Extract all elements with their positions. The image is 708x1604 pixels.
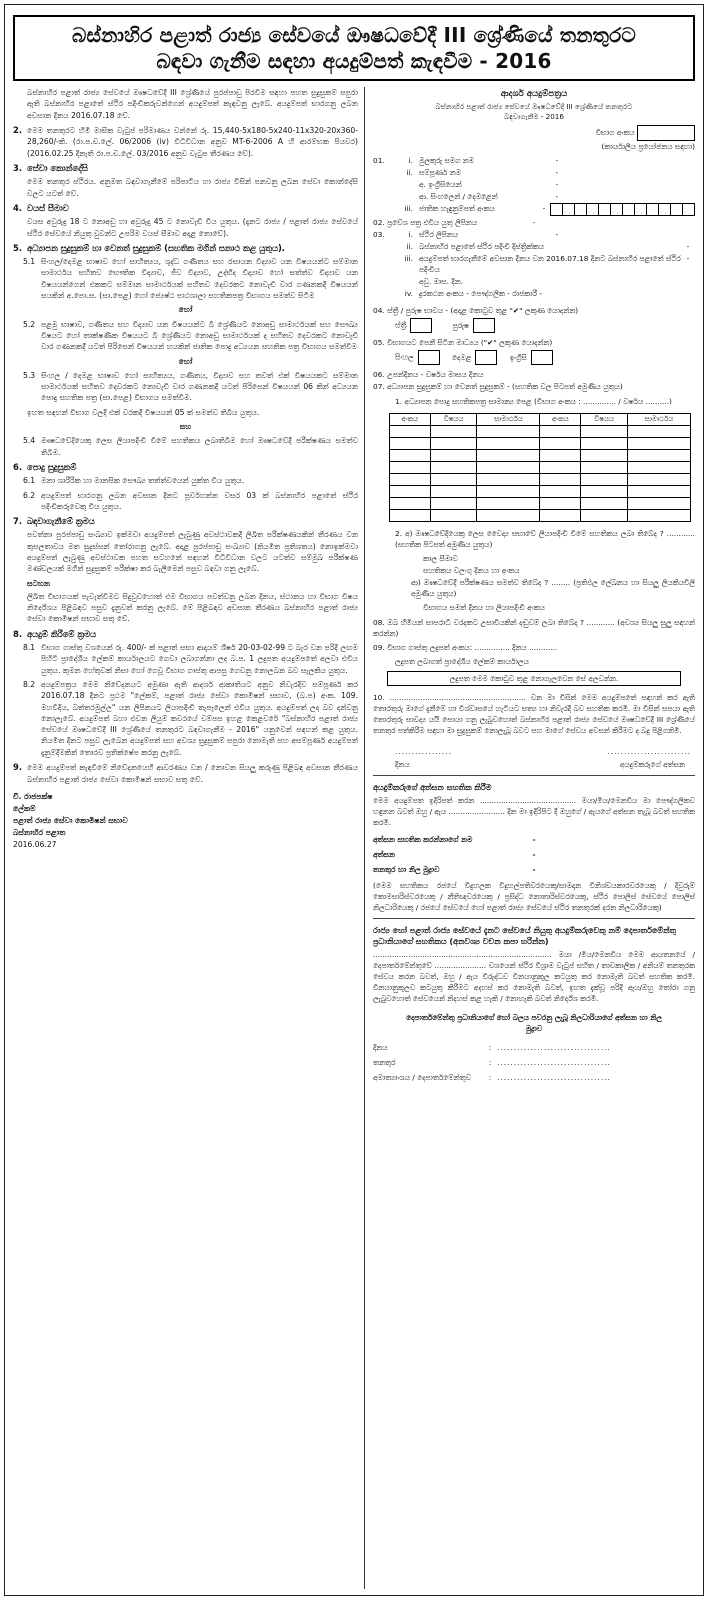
col-subject-1: විෂයය (430, 414, 477, 426)
ol-results-cell[interactable] (581, 426, 628, 438)
ol-results-cell[interactable] (581, 462, 628, 474)
female-checkbox[interactable] (410, 318, 432, 333)
signatory-name: වී. රාජපක්ෂ (13, 791, 53, 801)
qualifications-label: 07. අධ්‍යාපන සුදුසුකම් හා වෙනත් සුදුසුකම් - (සහතික වල පිටපත් අමුණිය යුතුය) (373, 382, 623, 391)
signatory-province: බස්නාහිර පළාත (13, 827, 66, 837)
ol-results-row (390, 474, 691, 486)
and-divider: සහ (179, 422, 192, 432)
ol-results-cell[interactable] (627, 486, 690, 498)
applicant-signature-label: අයදුම්කරුගේ අත්සන (619, 760, 685, 769)
ol-results-cell[interactable] (477, 438, 540, 450)
medium-sinhala-label: සිංහල (395, 352, 414, 362)
nic-label: ජාතික හැඳුනුම්පත් අංකය (419, 204, 495, 213)
ol-results-cell[interactable] (390, 474, 431, 486)
ol-results-table (389, 413, 691, 522)
section-6-2: 6.2 අයදුම්පත් භාරගනු ලබන අවසාන දිනට පූර්වහන්න වසර 03 ක් බස්නාහිර පළාතේ ස්ථිර පදිංචිකරුවෙකු විය යුතුය. (23, 490, 358, 511)
final-dept-label: අමාත්‍යාංශය / දෙපාර්තමේන්තුව (373, 1073, 471, 1082)
receipt-paste-box[interactable]: ලදුපත මෙම කොටුව තුළ නොගැලවෙන සේ අලවන්න. (387, 671, 681, 686)
section-5-3: 5.3 සිංහල / දෙමළ භාෂාව හෝ සාහිත්‍යය, ගණිතය, විද්‍යාව සහ තවත් එක් විෂයයකට සම්මාන සාමාර්ථයක් සහිතව දෙවරකට නොවැඩි වාර ගණනකදී යටත් පිරිසෙන් විෂයයන් 06 කින් අධ්‍යයන පොදු සහතික පත්‍ර (සා.පෙළ) විභාගය සමත්වීම. (23, 370, 358, 403)
col-number-1: අංකය (390, 414, 431, 426)
exam-number-label: විභාග අංකය (595, 128, 635, 137)
office-use-label: (කාර්යාලීය ප්‍රයෝජනය සඳහා) (601, 142, 695, 151)
section-6-1: 6.1 මනා ශාරීරික හා මානසික සෞඛ්‍ය තත්ත්වයෙන් යුක්ත විය යුතුය. (23, 476, 245, 486)
form-title: ආදර්ශ අයදුම්පත්‍රය (500, 89, 568, 99)
ol-results-cell[interactable] (627, 462, 690, 474)
ol-results-cell[interactable] (627, 510, 690, 522)
ol-results-header (390, 414, 691, 426)
medium-tamil-checkbox[interactable] (475, 350, 497, 365)
pharmacist-exam-question: ආ) ඖෂධවේදී පරීක්ෂණය සමත්ව තිබේද ? ........ (ප්‍රතිඵල ලේඛනය හා සියලු ලියකියවිලි අමුණිය යුතුය) (411, 578, 695, 598)
conviction-question: 08. ඔබ හිමියන් සාපරාධී වරදකට උසාවියකින් දඬුවම් ලබා තිබේද ? ............ (අවශ්‍ය සියලු සුලු සඳහන් කරන්න) (373, 618, 695, 638)
attester-seal-label: තනතුර හා නිල මුද්‍රාව (373, 865, 440, 874)
ol-results-row (390, 510, 691, 522)
section-4: 4. වයස් සීමාව වයස අවුරුදු 18 ට නොඅඩු හා අවුරුදු 45 ට නොවැඩි විය යුතුය. (දැනට රාජ්‍ය / පළාත් රාජ්‍ය සේවයේ ස්ථිර සේවයේ නියුතු වුවන්ට උපරිම වයස් සීමාව අදාළ නොවේ). (13, 202, 358, 238)
ol-results-cell[interactable] (627, 426, 690, 438)
ol-results-cell[interactable] (390, 462, 431, 474)
ol-results-row (390, 486, 691, 498)
full-name-label: සම්පූර්ණ නම (419, 168, 462, 177)
ol-results-cell[interactable] (390, 426, 431, 438)
form-subtitle-1: බස්නාහිර පළාත් රාජ්‍ය සේවයේ ඖෂධවේදී III ශ්‍රේණියේ තනතුරට (435, 102, 633, 111)
ol-results-cell[interactable] (540, 486, 581, 498)
postal-address-label: 02. ප්‍රවේශ පත්‍ර එවිය යුතු ලිපිනය (373, 218, 478, 227)
section-8-2: 8.2 අයදුම්පත්‍රය මෙම නිවේදනයට අමුණා ඇති ආදර්ශ ආකෘතියට අනුව නිවැරදිව සම්පූර්ණ කර 2016.07.18 දිනට ප්‍රථම "ලේකම්, පළාත් රාජ්‍ය සේවා කොමිෂන් සභාව, (බ.ප) අංක. 109. මහවීදිය, බත්තරමුල්ල" යන ලිපිනයට ලියාපදිංචි තැපෑලෙන් එවිය යුතුය. අයදුම්පත් ලද බව දන්වනු නොලැබේ. අයදුම්පත් බහා එවන ලියුම් කවරයේ වම්පස ඉහළ කෙළවරේ "බස්නාහිර පළාත් රාජ්‍ය සේවයේ ඖෂධවේදී III ශ්‍රේණියේ තනතුරට බඳවාගැනීම - 2016" යනුවෙන් සඳහන් කළ යුතුය. නියමිත දිනට පසුව ලැබෙන අයදුම්පත් සහ අවශ්‍ය සුදුසුකම් සපුරා නොමැති සහ අසම්පූර්ණ අයදුම්පත් දැනුම්දීමකින් තොරව ප්‍රතික්ෂේප කරනු ලැබේ. (23, 679, 358, 757)
ol-results-cell[interactable] (390, 486, 431, 498)
ol-results-row (390, 462, 691, 474)
ol-results-cell[interactable] (627, 450, 690, 462)
ol-results-cell[interactable] (477, 498, 540, 510)
ol-exam-label: 1. අධ්‍යාපන පොදු සහතිකපත්‍ර සාමාන්‍ය පෙළ (විභාග අංකය : .............. / වර්ෂය ..........) (395, 397, 672, 406)
col-number-2: අංකය (540, 414, 581, 426)
residence-period-units: අවු. මාස. දින. (419, 277, 463, 286)
ol-results-cell[interactable] (390, 438, 431, 450)
residence-period-label: අයදුම්පත් භාරගැනීමේ අවසාන දිනය වන 2016.07.18 දිනට බස්නාහිර පළාතේ ස්ථිර පදිංචිය (419, 254, 681, 274)
section-5-3-note: ඉහත සඳහන් විභාග වලදී එක් වරකදී විෂයයන් 05 ක් සමත්ව තිබිය යුතුය. (27, 407, 260, 417)
attestation-heading: අයදුම්කරුගේ අත්සන සහතික කිරීම (373, 783, 492, 792)
ol-results-cell[interactable] (430, 450, 477, 462)
medium-english-label: ඉංග්‍රීසි (509, 352, 527, 362)
ol-results-cell[interactable] (390, 450, 431, 462)
col-grade-2: සාමාර්ථය (627, 414, 690, 426)
ol-results-cell[interactable] (581, 450, 628, 462)
ol-results-cell[interactable] (540, 462, 581, 474)
final-post-label: තනතුර (373, 1058, 396, 1067)
receipt-office-label: ලදුපත ලබාගත් ප්‍රාදේශීය ලේකම් කාර්යාලය (395, 657, 529, 666)
notice-page (4, 4, 704, 1596)
ol-results-cell[interactable] (477, 474, 540, 486)
nic-boxes[interactable] (551, 203, 695, 216)
section-5-2: 5.2 පළමු භාෂාව, ගණිතය සහ විද්‍යාව යන විෂයයන්ට බී ශ්‍රේණියට නොඅඩු සාමාර්ථයක් සහ සෞඛ්‍ය විෂයට හෝ තාක්ෂණික විෂයයට බී ශ්‍රේණියට නොඅඩු සාමාර්ථයක් ද සහිතව දෙවරකට නොවැඩි වාර ගණනකදී යටත් පිරිසෙන් විෂයයන් හයකින් ජාතික පොදු අධ්‍යයන සහතික පත්‍ර විභාගය සමත්වීම (23, 319, 358, 352)
section-3-text: මෙම තනතුර ස්ථිරය. අනුමත බඳවාගැනීමේ පරිපාටිය හා රාජ්‍ය විසින් පනවනු ලබන සේවා කොන්දේසි වලට යටත් වේ. (27, 177, 358, 198)
ol-results-cell[interactable] (581, 486, 628, 498)
ol-results-cell[interactable] (540, 474, 581, 486)
section-1-text: බස්නාහිර පළාත් රාජ්‍ය සේවයේ ඖෂධවේදී III ශ්‍රේණියේ පුරප්පාඩු පිරවීම සඳහා පහත සුදුසුකම් සපුරා ඇති බස්නාහිර පළාතේ ස්ථිර පදිංචිකරුවන්ගෙන් අයදුම්පත් කැඳවනු ලැබේ. අයදුම්පත් භාරගනු ලබන අවසාන දිනය 2016.07.18 වේ. (27, 88, 358, 120)
section-5-4: 5.4 ඖෂධවේදියෙකු ලෙස ලියාපදිංචි වීමේ සහතිකය ලබාතිබීම හෝ ඖෂධවේදී පරීක්ෂණය සමත්ව තිබීම. (23, 436, 358, 457)
note-heading: සටහන (27, 578, 51, 588)
or-divider-1: හෝ (178, 305, 193, 315)
dept-head-signature-label: දෙපාර්තමේන්තු ප්‍රධානියාගේ හෝ බලය පවරනු ලැබූ නිලධාරියාගේ අත්සන හා නිල මුද්‍රාව (406, 1013, 662, 1033)
notice-left-column (13, 87, 365, 1589)
section-4-text: වයස අවුරුදු 18 ට නොඅඩු හා අවුරුදු 45 ට නොවැඩි විය යුතුය. (දැනට රාජ්‍ය / පළාත් රාජ්‍ය සේවයේ ස්ථිර සේවයේ නියුතු වුවන්ට උපරිම වයස් සීමාව අදාළ නොවේ). (27, 217, 358, 238)
ol-results-row (390, 498, 691, 510)
name-english-label: අ. ඉංග්‍රීසියෙන් (419, 180, 462, 189)
ol-results-cell[interactable] (581, 474, 628, 486)
cert-validity-label: සහතිකය වලංගු දිනය හා අංකය (423, 566, 520, 575)
section-2-text: මෙම තනතුරට හිමි මාසික වැටුප් පරිමාණය වන්නේ රු. 15,440-5x180-5x240-11x320-20x360-28,260/-කි. (රා.ප.ච.ලේ. 06/2006 (iv) විධිවිධාන අනුව MT-6-2006 A හි ආරම්භක පියවර) (2016.02.25 දිනැති රා.ප.ච.ලේ. 03/2016 අනුව වැටුප තීරණය වේ). (27, 126, 358, 158)
medium-sinhala-checkbox[interactable] (418, 350, 440, 365)
ol-results-cell[interactable] (390, 510, 431, 522)
final-date-label: දිනය (373, 1043, 388, 1052)
section-5-heading: අධ්‍යාපන සුදුසුකම් හා වෙනත් සුදුසුකම් (සහතික මගින් සනාථ කළ යුතුය). (27, 242, 285, 253)
male-label: පුරුෂ (452, 320, 469, 330)
name-english-field[interactable] (564, 179, 695, 190)
ol-results-cell[interactable] (540, 438, 581, 450)
telephone-label: දුරකථන අංකය - පෞද්ගලික - රාජකාරී - (419, 289, 543, 298)
ol-results-cell[interactable] (540, 450, 581, 462)
section-9: 9. මෙම අයදුම්පත් කැඳවීමේ නිවේදනයෙහි ආවරණය වන / නොවන සියලු කරුණු පිළිබඳ අවසාන තීරණය බස්නාහිර පළාත් රාජ්‍ය සේවා කොමිෂන් සභාව සතු වේ. (13, 762, 358, 784)
initials-name-label: මුලකුරු සමග නම (419, 156, 475, 165)
signatory-office: පළාත් රාජ්‍ය සේවා කොමිෂන් සභාව (13, 815, 128, 825)
birthdate-label: 06. උපන්දිනය - වර්ෂය මාසය දිනය (373, 370, 484, 379)
banner-title-line2: බඳවා ගැනීම සඳහා අයදුම්පත් කැඳවීම - 2016 (156, 49, 552, 73)
or-divider-2: හෝ (178, 356, 193, 366)
attester-eligibility-note: (මෙම සහතිකය රජයේ විදුහලක විදුහල්පතිවරයෙකු/සාමදාන විනිශ්චයකාරවරයෙකු / දිවුරුම් කොමසාරිස්වරයෙකු / නීතිඥවරයෙකු / ප්‍රසිද්ධ නොතාරිස්වරයෙකු, ස්ථිර පොලිස් සේවයේ පොලිස් නිලධාරියෙකු / රජයේ සේවයේ හෝ පළාත් රාජ්‍ය සේවයේ ස්ථිර තනතුරක් දරන නිලධාරියෙකු) (373, 881, 695, 912)
ol-results-cell[interactable] (430, 474, 477, 486)
exam-pass-date-label: විභාගය සමත් දිනය හා ලියාපදිංචි අංකය (423, 603, 545, 612)
section-3-heading: සේවා කොන්දේසි (27, 163, 88, 174)
ol-results-cell[interactable] (540, 498, 581, 510)
ol-results-cell[interactable] (430, 462, 477, 474)
ol-results-cell[interactable] (581, 438, 628, 450)
male-checkbox[interactable] (473, 318, 495, 333)
section-6: 6. පොදු සුදුසුකම් 6.1 මනා ශාරීරික හා මානසික සෞඛ්‍ය තත්ත්වයෙන් යුක්ත විය යුතුය. 6.2 අයදුම්පත් භාරගනු ලබන අවසාන දිනට පූර්වහන්න වසර 03 ක් බස්නාහිර පළාතේ ස්ථිර පදිංචිකරුවෙකු විය යුතුය. (13, 461, 358, 511)
ol-results-row (390, 438, 691, 450)
medium-label: 05. විභාගයට පෙනී සිටින මාධ්‍යය ("✔" ලකුණ යොදන්න) (373, 338, 553, 347)
section-3: 3. සේවා කොන්දේසි මෙම තනතුර ස්ථිරය. අනුමත බඳවාගැනීමේ පරිපාටිය හා රාජ්‍ය විසින් පනවනු ලබන සේවා කොන්දේසි වලට යටත් වේ. (13, 163, 358, 198)
registration-question: 2. අ) ඖෂධවේදියෙකු ලෙස වෛද්‍ය සභාවේ ලියාපදිංචි වීමේ සහතිකය ලබා තිබේද ? ............ (සහතික පිටපත් අමුණිය යුතුය) (395, 529, 695, 549)
notice-columns (13, 87, 695, 1589)
col-subject-2: විෂයය (581, 414, 628, 426)
attestation-text: මෙම අයදුම්පත ඉදිරිපත් කරන ......................................... මයා/මිය/මෙනවිය මා පෞද්ගලිකව හඳුනන බවත් ඔහු / ඇය ........................ දින මා ඉදිරිපිට දී ඔහුගේ / ඇයගේ අත්සන තැබූ බවත් සහතික කරමි. (373, 796, 695, 827)
section-2: 2. මෙම තනතුරට හිමි මාසික වැටුප් පරිමාණය වන්නේ රු. 15,440-5x180-5x240-11x320-20x360-28,260/-කි. (රා.ප.ච.ලේ. 06/2006 (iv) විධිවිධාන අනුව MT-6-2006 A හි ආරම්භක පියවර) (2016.02.25 දිනැති රා.ප.ච.ලේ. 03/2016 අනුව වැටුප තීරණය වේ). (13, 124, 358, 158)
section-5: 5. අධ්‍යාපන සුදුසුකම් හා වෙනත් සුදුසුකම් (සහතික මගින් සනාථ කළ යුතුය). 5.1 සිංහල/දෙමළ භාෂාව හෝ සාහිත්‍යය, ශුද්ධ ගණිතය සහ රසායන විද්‍යාව යන විෂයයන්ට සම්මාන සාමාර්ථය සහිතව භෞතික විද්‍යාව, ජීව විද්‍යාව, උද්භිද විද්‍යාව හෝ සත්ත්ව විද්‍යාව යන විෂයයන්ගෙන් එකකට සම්මාන සාමාර්ථයක් සහිතව දෙවරකට නොවැඩි වාර ගණනකදී විෂයයන් සයකින් අ.පො.ස. (සා.පෙළ) හෝ ජ්‍යෙෂ්ඨ පාඨශාලා සහතිකපත්‍ර විභාගය සමත්ව සිටීම හෝ 5.2 පළමු භාෂාව, ගණිතය සහ විද්‍යාව යන විෂයයන්ට බී ශ්‍රේණියට නොඅඩු සාමාර්ථයක් සහ සෞඛ්‍ය විෂයට හෝ තාක්ෂණික විෂයයට බී ශ්‍රේණියට නොඅඩු සාමාර්ථයක් ද සහිතව දෙවරකට නොවැඩි වාර ගණනකදී යටත් පිරිසෙන් විෂයයන් හයකින් ජාතික පොදු අධ්‍යයන සහතික පත්‍ර විභාගය සමත්වීම හෝ 5.3 සිංහල / දෙමළ භාෂාව හෝ සාහිත්‍යය, ගණිතය, විද්‍යාව සහ තවත් එක් විෂයයකට සම්මාන සාමාර්ථයක් සහිතව දෙවරකට නොවැඩි වාර ගණනකදී යටත් පිරිසෙන් විෂයයන් 06 කින් අධ්‍යයන පොදු සහතික පත්‍ර (සා.පෙළ) විභාගය සමත්වීම. ඉහත සඳහන් විභාග වලදී එක් වරකදී විෂයයන් 05 ක් සමත්ව තිබිය යුතුය. සහ 5.4 ඖෂධවේදියෙකු ලෙස ලියාපදිංචි වීමේ සහතිකය ලබාතිබීම හෝ ඖෂධවේදී පරීක්ෂණය සමත්ව තිබීම. (13, 242, 358, 457)
ol-results-row (390, 450, 691, 462)
declaration-date-label: දිනය (395, 760, 410, 769)
col-grade-1: සාමාර්ථය (477, 414, 540, 426)
medium-english-checkbox[interactable] (531, 350, 553, 365)
ol-results-cell[interactable] (540, 510, 581, 522)
signature-date: 2016.06.27 (13, 839, 57, 849)
ol-results-cell[interactable] (581, 510, 628, 522)
ol-results-row (390, 426, 691, 438)
dept-head-heading: රාජ්‍ය හෝ පළාත් රාජ්‍ය සේවයේ දැනට සේවයේ නියුතු අයදුම්කරුවෙකු නම් දෙපාර්තමේන්තු ප්‍රධානියාගේ සහතිකය (අනවශ්‍ය වචන කපා හරින්න) (373, 926, 677, 946)
time-period-label: කාල සීමාව (423, 554, 458, 563)
ol-results-cell[interactable] (477, 510, 540, 522)
ol-results-cell[interactable] (430, 486, 477, 498)
section-9-text: මෙම අයදුම්පත් කැඳවීමේ නිවේදනයෙහි ආවරණය වන / නොවන සියලු කරුණු පිළිබඳ අවසාන තීරණය බස්නාහිර පළාත් රාජ්‍ය සේවා කොමිෂන් සභාව සතු වේ. (27, 763, 358, 784)
banner-title-line1: බස්නාහිර පළාත් රාජ්‍ය සේවයේ ඖෂධවේදී III ශ්‍රේණියේ තනතුරට (72, 23, 636, 47)
name-sinhala-field[interactable] (564, 191, 695, 202)
section-7-heading: බඳවාගැනීමේ ක්‍රමය (27, 516, 95, 527)
declaration-text: 10. .......................................................... වන මා විසින් මෙම අයදුම්පතේ සඳහන් කර ඇති තොරතුරු මාගේ දැනීමේ හා විශ්වාසයේ හැටියට සත්‍ය හා නිවැරදි බව සහතික කරමි. මා විසින් සපයා ඇති තොරතුරු සාවද්‍ය යයි සොයා ගනු ලැබුවහොත් බස්නාහිර පළාත් රාජ්‍ය සේවයේ ඖෂධවේදී III ශ්‍රේණියේ තනතුර පත්කිරීම සඳහා මා සුදුසුකම් නොලැබූ බවට සහ මාගේ සේවය අවසන් කිරීමට ද බදු පිළිගනිමි. (373, 693, 695, 735)
ol-results-cell[interactable] (430, 510, 477, 522)
female-label: ස්ත්‍රී (395, 320, 407, 330)
ol-results-cell[interactable] (390, 498, 431, 510)
ol-results-cell[interactable] (477, 462, 540, 474)
dept-head-text: ............................................................................ මයා /මිය/මෙනවිය මෙම ආයතනයේ / දෙපාර්තමේන්තුවේ ...................... වශයෙන් ස්ථිර විශ්‍රාම වැටුප් සහිත / තාවකාලික / අනියම් තනතුරක සේවය කරන බවත්, ඔහු / ඇය විරුද්ධව විනයානුකූල කටයුතු කර නොමැති බවත් සහතික කරමි. විනයානුකූලව කටයුතු කිරීමට අදහස් කර නොමැති බවත්, ඉහත දැක්වූ පරිදි ඇය/ඔහු තෝරා ගනු ලැබුවහොත් සේවයෙන් නිදහස් කළ හැකි / නොහැකි බවත් නිර්දේශ කරමි. (373, 950, 695, 1003)
signature-block (13, 791, 358, 851)
ol-results-cell[interactable] (627, 474, 690, 486)
ol-results-cell[interactable] (627, 438, 690, 450)
attester-signature-label: අත්සන (373, 850, 395, 859)
section-8-1: 8.1 විභාග ගාස්තු වශයෙන් රු. 400/- ක් පළාත් සභා ආදායම් ශීර්ෂ 20-03-02-99 ට බැර වන පරිදි ලඟම පිහිටි ප්‍රාදේශීය ලේකම් කාර්යාලයට ගෙවා ලබාගන්නා ලද බ.ප. 1 ලදුපත අයදුම්පතේ අලවා එවිය යුතුය. කුමන හේතුවක් නිසා හෝ ගෙවූ විභාග ගාස්තු ආපසු ගෙවනු නොලබන බව සැලකිය යුතුය. (23, 643, 358, 675)
notice-banner (13, 15, 695, 81)
ol-results-cell[interactable] (540, 426, 581, 438)
name-sinhala-label: ආ. සිංහලෙන් / දෙමළෙන් (419, 192, 498, 201)
ol-results-cell[interactable] (477, 486, 540, 498)
section-4-heading: වයස් සීමාව (27, 202, 69, 213)
section-8: 8. අයදුම් කිරීමේ ක්‍රමය 8.1 විභාග ගාස්තු වශයෙන් රු. 400/- ක් පළාත් සභා ආදායම් ශීර්ෂ 20-03-02-99 ට බැර වන පරිදි ලඟම පිහිටි ප්‍රාදේශීය ලේකම් කාර්යාලයට ගෙවා ලබාගන්නා ලද බ.ප. 1 ලදුපත අයදුම්පතේ අලවා එවිය යුතුය. කුමන හේතුවක් නිසා හෝ ගෙවූ විභාග ගාස්තු ආපසු ගෙවනු නොලබන බව සැලකිය යුතුය. 8.2 අයදුම්පත්‍රය මෙම නිවේදනයට අමුණා ඇති ආදර්ශ ආකෘතියට අනුව නිවැරදිව සම්පූර්ණ කර 2016.07.18 දිනට ප්‍රථම "ලේකම්, පළාත් රාජ්‍ය සේවා කොමිෂන් සභාව, (බ.ප) අංක. 109. මහවීදිය, බත්තරමුල්ල" යන ලිපිනයට ලියාපදිංචි තැපෑලෙන් එවිය යුතුය. අයදුම්පත් ලද බව දන්වනු නොලැබේ. අයදුම්පත් බහා එවන ලියුම් කවරයේ වම්පස ඉහළ කෙළවරේ "බස්නාහිර පළාත් රාජ්‍ය සේවයේ ඖෂධවේදී III ශ්‍රේණියේ තනතුරට බඳවාගැනීම - 2016" යනුවෙන් සඳහන් කළ යුතුය. නියමිත දිනට පසුව ලැබෙන අයදුම්පත් සහ අවශ්‍ය සුදුසුකම් සපුරා නොමැති සහ අසම්පූර්ණ අයදුම්පත් දැනුම්දීමකින් තොරව ප්‍රතික්ෂේප කරනු ලැබේ. (13, 628, 358, 757)
district-label: බස්නාහිර පළාතේ ස්ථිර පදිංචි දිස්ත්‍රික්කය (419, 242, 544, 251)
ol-results-cell[interactable] (581, 498, 628, 510)
attester-name-label: අත්සන සහතික කරන්නාගේ නම (373, 835, 473, 844)
section-7: 7. බඳවාගැනීමේ ක්‍රමය පවත්නා පුරප්පාඩු සංඛ්‍යාව ඉක්මවා අයදුම්පත් ලැබුණු අවස්ථාවකදී ලිඛිත පරීක්ෂණයකින් තීරණය වන කුසලතාවය මත සුදුස්සන් තෝරාගනු ලැබේ. අදාළ පුරප්පාඩු සංඛ්‍යාව (නියමිත ප්‍රතිශතය) නොඉක්මවා අයදුම්පත් ලැබුණු අවස්ථාවක පහත සටහනේ සඳහන් විධිවිධාන වලට යටත්ව සම්මුඛ පරීක්ෂණ මණ්ඩලයක් මගින් සුදුසුකම් පරීක්ෂා කර බැලීමෙන් පසුව බඳවා ගනු ලැබේ. සටහන ලිඛිත විභාගයක් පැවැත්වීමට සිදුවුවහොත් එම විභාගය පවත්වනු ලබන දිනය, ස්ථානය හා විභාග විෂය නිර්දේශය පිළිබඳව පසුව දැනුවත් කරනු ලැබේ. මේ පිළිබඳව අවසාන තීරණය බස්නාහිර පළාත් රාජ්‍ය සේවා කොමිෂන් සභාව සතු වේ. (13, 516, 358, 624)
initials-name-field[interactable] (564, 155, 695, 166)
receipt-number-label: 09. විභාග ගාස්තු ලදුපත් අංකය: ............... දිනය ............ (373, 643, 558, 652)
ol-results-cell[interactable] (627, 498, 690, 510)
section-6-heading: පොදු සුදුසුකම් (27, 461, 77, 472)
permanent-address-label: ස්ථිර ලිපිනය (419, 230, 459, 239)
medium-tamil-label: දෙමළ (452, 352, 472, 362)
ol-results-cell[interactable] (430, 438, 477, 450)
section-7-text: පවත්නා පුරප්පාඩු සංඛ්‍යාව ඉක්මවා අයදුම්පත් ලැබුණු අවස්ථාවකදී ලිඛිත පරීක්ෂණයකින් තීරණය වන කුසලතාවය මත සුදුස්සන් තෝරාගනු ලැබේ. අදාළ පුරප්පාඩු සංඛ්‍යාව (නියමිත ප්‍රතිශතය) නොඉක්මවා අයදුම්පත් ලැබුණු අවස්ථාවක පහත සටහනේ සඳහන් විධිවිධාන වලට යටත්ව සම්මුඛ පරීක්ෂණ මණ්ඩලයක් මගින් සුදුසුකම් පරීක්ෂා කර බැලීමෙන් පසුව බඳවා ගනු ලැබේ. (27, 530, 358, 574)
ol-results-cell[interactable] (477, 450, 540, 462)
signatory-title: ලේකම් (13, 803, 36, 813)
ol-results-cell[interactable] (430, 426, 477, 438)
exam-number-box[interactable] (637, 125, 695, 141)
ol-results-cell[interactable] (477, 426, 540, 438)
section-5-1: 5.1 සිංහල/දෙමළ භාෂාව හෝ සාහිත්‍යය, ශුද්ධ ගණිතය සහ රසායන විද්‍යාව යන විෂයයන්ට සම්මාන සාමාර්ථය සහිතව භෞතික විද්‍යාව, ජීව විද්‍යාව, උද්භිද විද්‍යාව හෝ සත්ත්ව විද්‍යාව යන විෂයයන්ගෙන් එකකට සම්මාන සාමාර්ථයක් සහිතව දෙවරකට නොවැඩි වාර ගණනකදී විෂයයන් සයකින් අ.පො.ස. (සා.පෙළ) හෝ ජ්‍යෙෂ්ඨ පාඨශාලා සහතිකපත්‍ර විභාගය සමත්ව සිටීම (23, 257, 358, 301)
form-subtitle-2: බඳවාගැනීම - 2016 (504, 112, 564, 121)
ol-results-cell[interactable] (430, 498, 477, 510)
application-form: ආදර්ශ අයදුම්පත්‍රය බස්නාහිර පළාත් රාජ්‍ය සේවයේ ඖෂධවේදී III ශ්‍රේණියේ තනතුරට බඳවාගැනීම - 2016 විභාග අංකය (කාර්යාලීය ප්‍රයෝජනය සඳහා) 01. i. මුලකුරු සමග නම - ii. සම්පූර්ණ නම - අ. ඉංග්‍රීසියෙන් - ආ. සිංහලෙන් / දෙමළෙන් - iii. ජාතික හැඳුනුම්පත් අංකය - 02. ප්‍රවේශ පත්‍ර එවිය යුතු ලිපිනය - 03. i. ස්ථිර ලිපිනය - ii. බස්නාහිර පළාතේ ස්ථිර පදිංචි දිස්ත්‍රික්කය - iii. අයදුම්පත් භාරගැනීමේ අවසාන දිනය වන 2016.07.18 දිනට බස්නාහිර පළාතේ ස්ථිර පදිංචිය - අවු. මාස. දින. iv. දුරකථන අංකය - පෞද්ගලික - රාජකාරී - 04. ස්ත්‍රී / පුරුෂ භාවය - (අදාළ කොටුව තුළ "✔" ලකුණ යොදන්න) ස්ත්‍රී පුරුෂ 05. විභාගයට පෙනී සිටින මාධ්‍යය ("✔" ලකුණ යොදන්න) සිංහල දෙමළ ඉංග්‍රීසි 06. උපන්දිනය - වර්ෂය මාසය දිනය 07. අධ්‍යාපන සුදුසුකම් හා වෙනත් සුදුසුකම් - (සහතික වල පිටපත් අමුණිය යුතුය) 1. අධ්‍යාපන පොදු සහතිකපත්‍ර සාමාන්‍ය පෙළ (විභාග අංකය : .............. / වර්ෂය ..........) අංකය විෂයය සාමාර්ථය අංකය විෂයය සාමාර්ථය 2. අ) ඖෂධවේදියෙකු ලෙස වෛද්‍ය සභාවේ ලියාපදිංචි වීමේ සහතිකය ලබා තිබේද ? ............ (සහතික පිටපත් අමුණිය යුතුය) කාල සීමාව සහතිකය වලංගු දිනය හා අංකය ආ) ඖෂධවේදී පරීක්ෂණය සමත්ව තිබේද ? ........ (ප්‍රතිඵල ලේඛනය හා සියලු ලියකියවිලි අමුණිය යුතුය) විභාගය සමත් දිනය හා ලියාපදිංචි අංකය 08. ඔබ හිමියන් සාපරාධී වරදකට උසාවියකින් දඬුවම් ලබා තිබේද ? ............ (අවශ්‍ය සියලු සුලු සඳහන් කරන්න) 09. විභාග ගාස්තු ලදුපත් අංකය: ............... දිනය ............ ලදුපත ලබාගත් ප්‍රාදේශීය ලේකම් කාර්යාලය ලදුපත මෙම කොටුව තුළ නොගැලවෙන සේ අලවන්න. 10. .......................................................... වන මා විසින් මෙම අයදුම්පතේ සඳහන් කර ඇති තොරතුරු මාගේ දැනීමේ හා විශ්වාසයේ හැටියට සත්‍ය හා නිවැරදි බව සහතික කරමි. මා විසින් සපයා ඇති තොරතුරු සාවද්‍ය යයි සොයා ගනු ලැබුවහොත් බස්නාහිර පළාත් රාජ්‍ය සේවයේ ඖෂධවේදී III ශ්‍රේණියේ තනතුර පත්කිරීම සඳහා මා සුදුසුකම් නොලැබූ බවට සහ මාගේ සේවය අවසන් කිරීමට ද බදු පිළිගනිමි. ................. ......................... දිනය අයදුම්කරුගේ අත්සන අයදුම්කරුගේ අත්සන සහතික කිරීම මෙම අයදුම්පත ඉදිරිපත් කරන ......................................... මයා/මිය/මෙනවිය මා පෞද්ගලිකව හඳුනන බවත් ඔහු / ඇය ........................ දින මා ඉදිරිපිට දී ඔහුගේ / ඇයගේ අත්සන තැබූ බවත් සහතික කරමි. අත්සන සහතික කරන්නාගේ නම - අත්සන - තනතුර හා නිල මුද්‍රාව - (මෙම සහතිකය රජයේ විදුහලක විදුහල්පතිවරයෙකු/සාමදාන විනිශ්චයකාරවරයෙකු / දිවුරුම් කොමසාරිස්වරයෙකු / නීතිඥවරයෙකු / ප්‍රසිද්ධ නොතාරිස්වරයෙකු, ස්ථිර පොලිස් සේවයේ පොලිස් නිලධාරියෙකු / රජයේ සේවයේ හෝ පළාත් රාජ්‍ය සේවයේ ස්ථිර තනතුරක් දරන නිලධාරියෙකු) රාජ්‍ය හෝ පළාත් රාජ්‍ය සේවයේ දැනට සේවයේ නියුතු අයදුම්කරුවෙකු නම් දෙපාර්තමේන්තු ප්‍රධානියාගේ සහතිකය (අනවශ්‍ය වචන කපා හරින්න) ............................................................................ මයා /මිය/මෙනවිය මෙම ආයතනයේ / දෙපාර්තමේන්තුවේ ...................... වශයෙන් ස්ථිර විශ්‍රාම වැටුප් සහිත / තාවකාලික / අනියම් තනතුරක සේවය කරන බවත්, ඔහු / ඇය විරුද්ධව විනයානුකූල කටයුතු කර නොමැති බවත් සහතික කරමි. විනයානුකූලව කටයුතු කිරීමට අදහස් කර නොමැති බවත්, ඉහත දැක්වූ පරිදි ඇය/ඔහු තෝරා ගනු ලැබුවහොත් සේවයෙන් නිදහස් කළ හැකි / නොහැකි බවත් නිර්දේශ කරමි. දෙපාර්තමේන්තු ප්‍රධානියාගේ හෝ බලය පවරනු ලැබූ නිලධාරියාගේ අත්සන හා නිල මුද්‍රාව දිනය : .................................. තනතුර : .................................. අමාත්‍යාංශය / දෙපාර්තමේන්තුව : .................................. (373, 89, 695, 1082)
section-8-heading: අයදුම් කිරීමේ ක්‍රමය (27, 628, 97, 639)
note-text: ලිඛිත විභාගයක් පැවැත්වීමට සිදුවුවහොත් එම විභාගය පවත්වනු ලබන දිනය, ස්ථානය හා විභාග විෂය නිර්දේශය පිළිබඳව පසුව දැනුවත් කරනු ලැබේ. මේ පිළිබඳව අවසාන තීරණය බස්නාහිර පළාත් රාජ්‍ය සේවා කොමිෂන් සභාව සතු වේ. (27, 591, 358, 624)
gender-label: 04. ස්ත්‍රී / පුරුෂ භාවය - (අදාළ කොටුව තුළ "✔" ලකුණ යොදන්න) (373, 306, 579, 315)
section-1 (13, 87, 358, 121)
